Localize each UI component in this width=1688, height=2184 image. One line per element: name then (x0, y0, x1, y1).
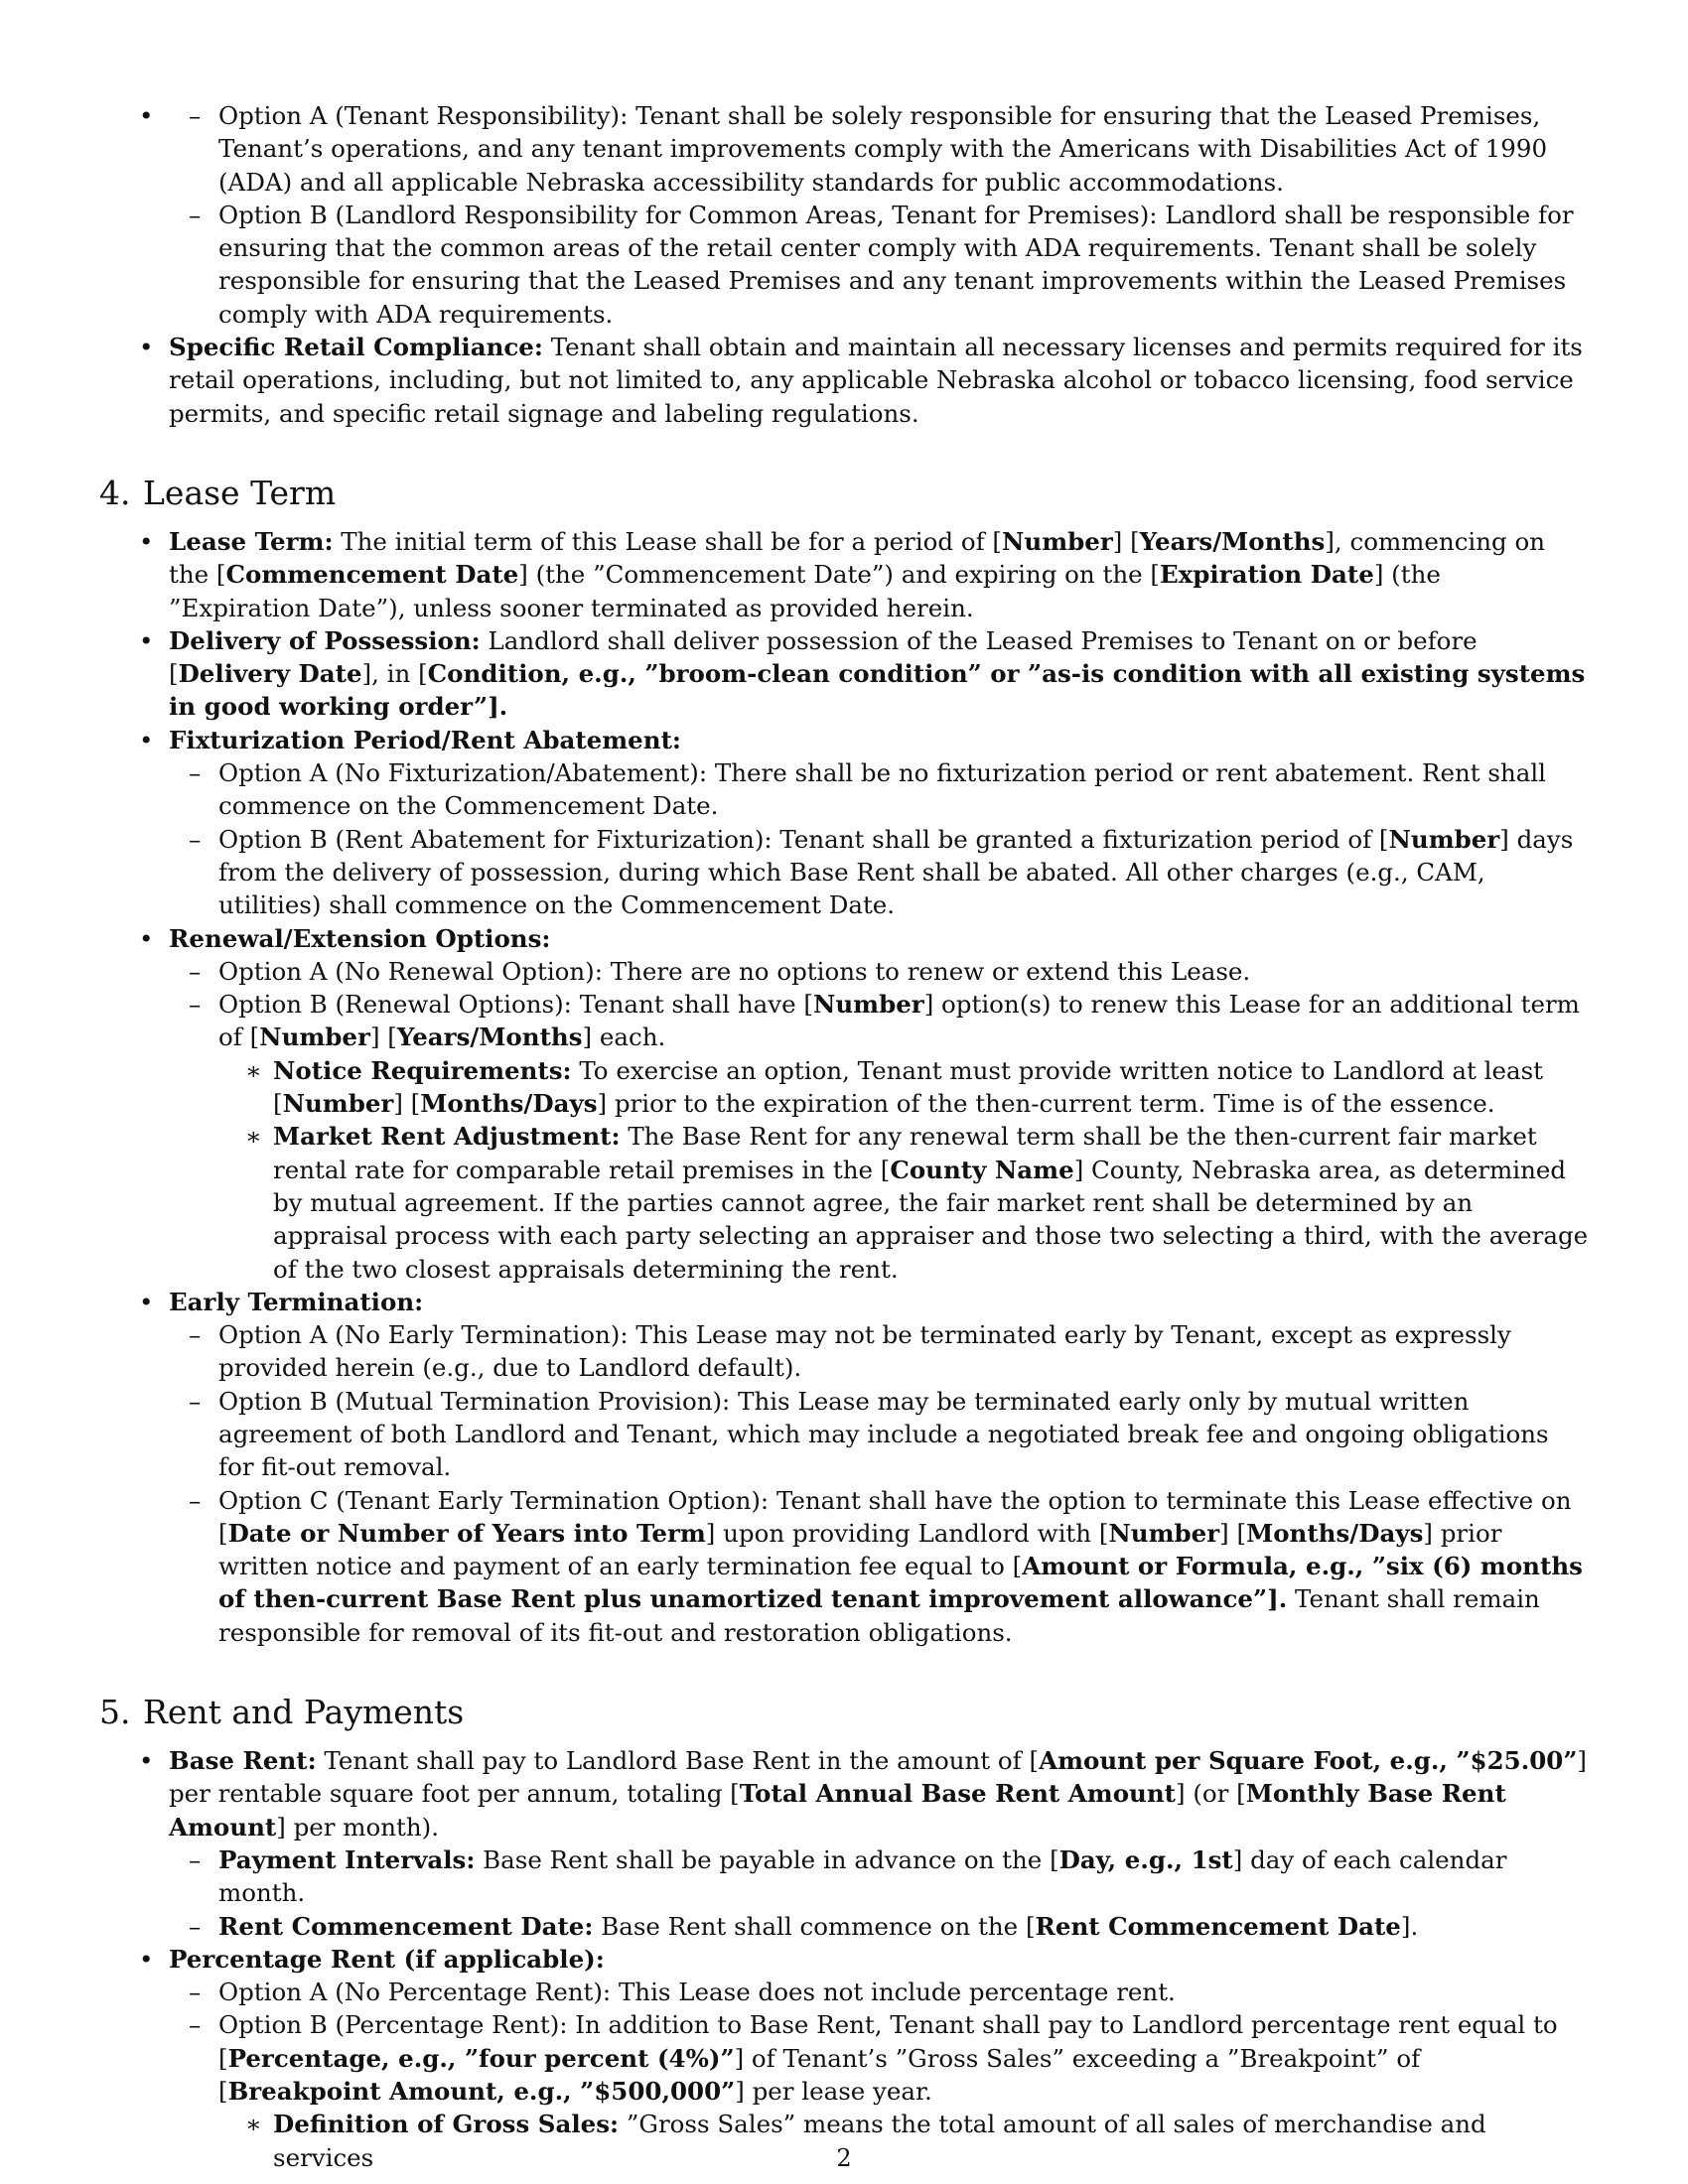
renewal-sub-options (218, 1054, 1589, 1286)
percentage-rent-item (169, 1943, 1589, 2174)
placeholder: Amount per Square Foot, e.g., ”$25.00” (1039, 1746, 1578, 1776)
item-label: Base Rent: (169, 1746, 317, 1776)
placeholder: Condition, e.g., ”broom-clean condition” or ”as-is condition with all existing systems in good working order”]. (169, 659, 1586, 722)
item-text: ]. (1400, 1911, 1419, 1941)
lease-term-list (99, 525, 1589, 1649)
fixturization-item (169, 724, 1589, 922)
placeholder: Number (1388, 824, 1500, 854)
item-label: Delivery of Possession: (169, 625, 481, 655)
ada-options (159, 99, 1589, 331)
item-text: ] per lease year. (735, 2077, 932, 2107)
item-text: Option B (Percentage Rent): In addition to Base Rent, Tenant shall pay to Landlord percentage rent equal to [ (218, 2010, 1558, 2073)
placeholder: Breakpoint Amount, e.g., ”$500,000” (227, 2077, 736, 2107)
item-text: ] day of each calendar month. (218, 1844, 1507, 1908)
item-text: ] per month). (276, 1812, 439, 1842)
item-label: Renewal/Extension Options: (169, 923, 551, 953)
lease-term-item (169, 525, 1589, 624)
list-item (169, 99, 1589, 331)
section-number: 4. (99, 473, 131, 512)
market-rent-adjustment (273, 1120, 1589, 1285)
item-text: ] (or [ (1176, 1779, 1246, 1809)
placeholder: Total Annual Base Rent Amount (739, 1779, 1176, 1809)
item-label: Definition of Gross Sales: (273, 2110, 620, 2139)
placeholder: Commencement Date (225, 560, 519, 590)
placeholder: Percentage, e.g., ”four percent (4%)” (227, 2043, 735, 2073)
item-label: Early Termination: (169, 1287, 424, 1316)
item-text: Tenant shall pay to Landlord Base Rent in the amount of [ (316, 1746, 1040, 1776)
placeholder: County Name (890, 1155, 1074, 1184)
rent-list (99, 1744, 1589, 2174)
base-rent-sub-items (159, 1843, 1589, 1943)
placeholder: Number (812, 990, 924, 1020)
option-c (218, 1484, 1589, 1649)
placeholder: Day, e.g., 1st (1058, 1844, 1233, 1874)
rent-commencement-date (218, 1910, 1589, 1943)
item-text: ] days from the delivery of possession, during which Base Rent shall be abated. All other charges (e.g., CAM, utilities) shall commence on the Commencement Date. (218, 824, 1574, 920)
delivery-item (169, 624, 1589, 724)
placeholder: Monthly Base Rent Amount (169, 1779, 1506, 1842)
item-text: ] per rentable square foot per annum, totaling [ (169, 1746, 1587, 1809)
item-label: Notice Requirements: (273, 1055, 572, 1085)
retail-compliance-text: Tenant shall obtain and maintain all necessary licenses and permits required for its retail operations, including, but not limited to, any applicable Nebraska alcohol or tobacco licensing, food service permits, and specific retail signage and labeling regulations. (169, 333, 1583, 428)
option-b (218, 988, 1589, 1286)
item-text: The Base Rent for any renewal term shall be the then-current fair market rental rate for comparable retail premises in the [ (273, 1122, 1537, 1184)
page-number: 2 (836, 2144, 852, 2172)
item-text: Base Rent shall commence on the [ (593, 1911, 1036, 1941)
option-b (218, 823, 1589, 922)
item-text: ] prior to the expiration of the then-current term. Time is of the essence. (597, 1089, 1495, 1119)
item-text: Base Rent shall be payable in advance on the [ (475, 1844, 1059, 1874)
placeholder: Date or Number of Years into Term (227, 1518, 706, 1548)
item-label: Market Rent Adjustment: (273, 1122, 621, 1152)
item-text: ”Gross Sales” means the total amount of all sales of merchandise and services (273, 2110, 1486, 2172)
option-b: – Option B (Mutual Termination Provision): This Lease may be terminated early only by mutual written agreement of both Landlord and Tenant, which may include a negotiated break fee and ongoing obligations for fit-out removal. (218, 1385, 1589, 1484)
placeholder: Amount or Formula, e.g., ”six (6) months of then-current Base Rent plus unamortized tenant improvement allowance”]. (218, 1552, 1583, 1614)
item-text: Landlord shall deliver possession of the Leased Premises to Tenant on or before [ (169, 625, 1477, 689)
placeholder: Number (259, 1023, 370, 1052)
item-text: ] option(s) to renew this Lease for an additional term of [ (218, 990, 1580, 1052)
item-text: ] prior written notice and payment of an early termination fee equal to [ (218, 1518, 1502, 1581)
early-termination-item (169, 1286, 1589, 1649)
placeholder: Number (282, 1089, 394, 1119)
item-text: Tenant shall remain responsible for removal of its fit-out and restoration obligations. (218, 1584, 1540, 1647)
placeholder: Number (1002, 526, 1113, 556)
section-3-continuation (99, 99, 1589, 430)
item-text: Option C (Tenant Early Termination Option): Tenant shall have the option to terminate this Lease effective on [ (218, 1485, 1572, 1548)
placeholder: Months/Days (420, 1089, 598, 1119)
page-content (99, 99, 1589, 2174)
item-text: To exercise an option, Tenant must provide written notice to Landlord at least [ (273, 1055, 1544, 1119)
renewal-item (169, 922, 1589, 1286)
placeholder: Years/Months (1139, 526, 1326, 556)
item-label: Payment Intervals: (218, 1844, 476, 1874)
item-text: ], commencing on the [ (169, 526, 1546, 590)
item-label: Rent Commencement Date: (218, 1911, 594, 1941)
ada-option-a: – • Option A (Tenant Responsibility): Tenant shall be solely responsible for ensuring that the Leased Premises, Tenant’s operations, and any tenant improvements comply with the Americans with Disabilities Act of 1990 (ADA) and all applicable Nebraska accessibility standards for public accommodations. (218, 99, 1589, 199)
fixturization-options (159, 756, 1589, 921)
placeholder: Years/Months (396, 1023, 583, 1052)
item-text: ] (the ”Expiration Date”), unless sooner terminated as provided herein. (169, 560, 1441, 622)
ada-option-b: – Option B (Landlord Responsibility for Common Areas, Tenant for Premises): Landlord shall be responsible for ensuring that the common areas of the retail center comply with ADA requirements. Tenant shall be solely responsible for ensuring that the Leased Premises and any tenant improvements within the Leased Premises comply with ADA requirements. (218, 199, 1589, 331)
placeholder: Expiration Date (1159, 560, 1374, 590)
notice-requirements (273, 1054, 1589, 1121)
item-text: ] [ (1112, 526, 1140, 556)
option-a: – Option A (No Percentage Rent): This Lease does not include percentage rent. (218, 1976, 1589, 2008)
placeholder: Delivery Date (178, 659, 362, 689)
option-a: – Option A (No Fixturization/Abatement): There shall be no fixturization period or rent abatement. Rent shall commence on the Commencement Date. (218, 756, 1589, 823)
item-label: Percentage Rent (if applicable): (169, 1944, 605, 1974)
item-text: ], in [ (361, 659, 428, 689)
item-label: Fixturization Period/Rent Abatement: (169, 725, 681, 754)
early-termination-options (159, 1318, 1589, 1649)
option-a: – Option A (No Early Termination): This Lease may not be terminated early by Tenant, except as expressly provided herein (e.g., due to Landlord default). (218, 1318, 1589, 1385)
item-text: ] [ (393, 1089, 421, 1119)
retail-compliance-item (169, 331, 1589, 430)
base-rent-item (169, 1744, 1589, 1943)
item-text: ] of Tenant’s ”Gross Sales” exceeding a ”Breakpoint” of [ (218, 2043, 1421, 2107)
renewal-options (159, 955, 1589, 1286)
section-title: Rent and Payments (143, 1693, 465, 1732)
item-text: ] each. (582, 1023, 666, 1052)
payment-intervals (218, 1843, 1589, 1910)
placeholder: Number (1108, 1518, 1220, 1548)
section-title: Lease Term (143, 473, 337, 512)
item-text: Option B (Rent Abatement for Fixturization): Tenant shall be granted a fixturization period of [ (218, 824, 1389, 854)
section-heading-lease-term (99, 474, 1589, 513)
item-text: Option B (Renewal Options): Tenant shall have [ (218, 990, 813, 1020)
placeholder: Rent Commencement Date (1035, 1911, 1401, 1941)
section-heading-rent-and-payments (99, 1693, 1589, 1732)
item-text: ] [ (1219, 1518, 1247, 1548)
retail-compliance-label: Specific Retail Compliance: (169, 333, 543, 362)
item-label: Lease Term: (169, 526, 334, 556)
item-text: The initial term of this Lease shall be for a period of [ (333, 526, 1002, 556)
option-a: – Option A (No Renewal Option): There are no options to renew or extend this Lease. (218, 955, 1589, 988)
item-text: ] upon providing Landlord with [ (705, 1518, 1109, 1548)
placeholder: Months/Days (1246, 1518, 1424, 1548)
item-text: ] County, Nebraska area, as determined by mutual agreement. If the parties cannot agree, the fair market rent shall be determined by an appraisal process with each party selecting an appraiser and those two selecting a third, with the average of the two closest appraisals determining the rent. (273, 1155, 1589, 1284)
item-text: ] [ (369, 1023, 397, 1052)
item-text: ] (the ”Commencement Date”) and expiring on the [ (518, 560, 1160, 590)
section-number: 5. (99, 1693, 131, 1732)
